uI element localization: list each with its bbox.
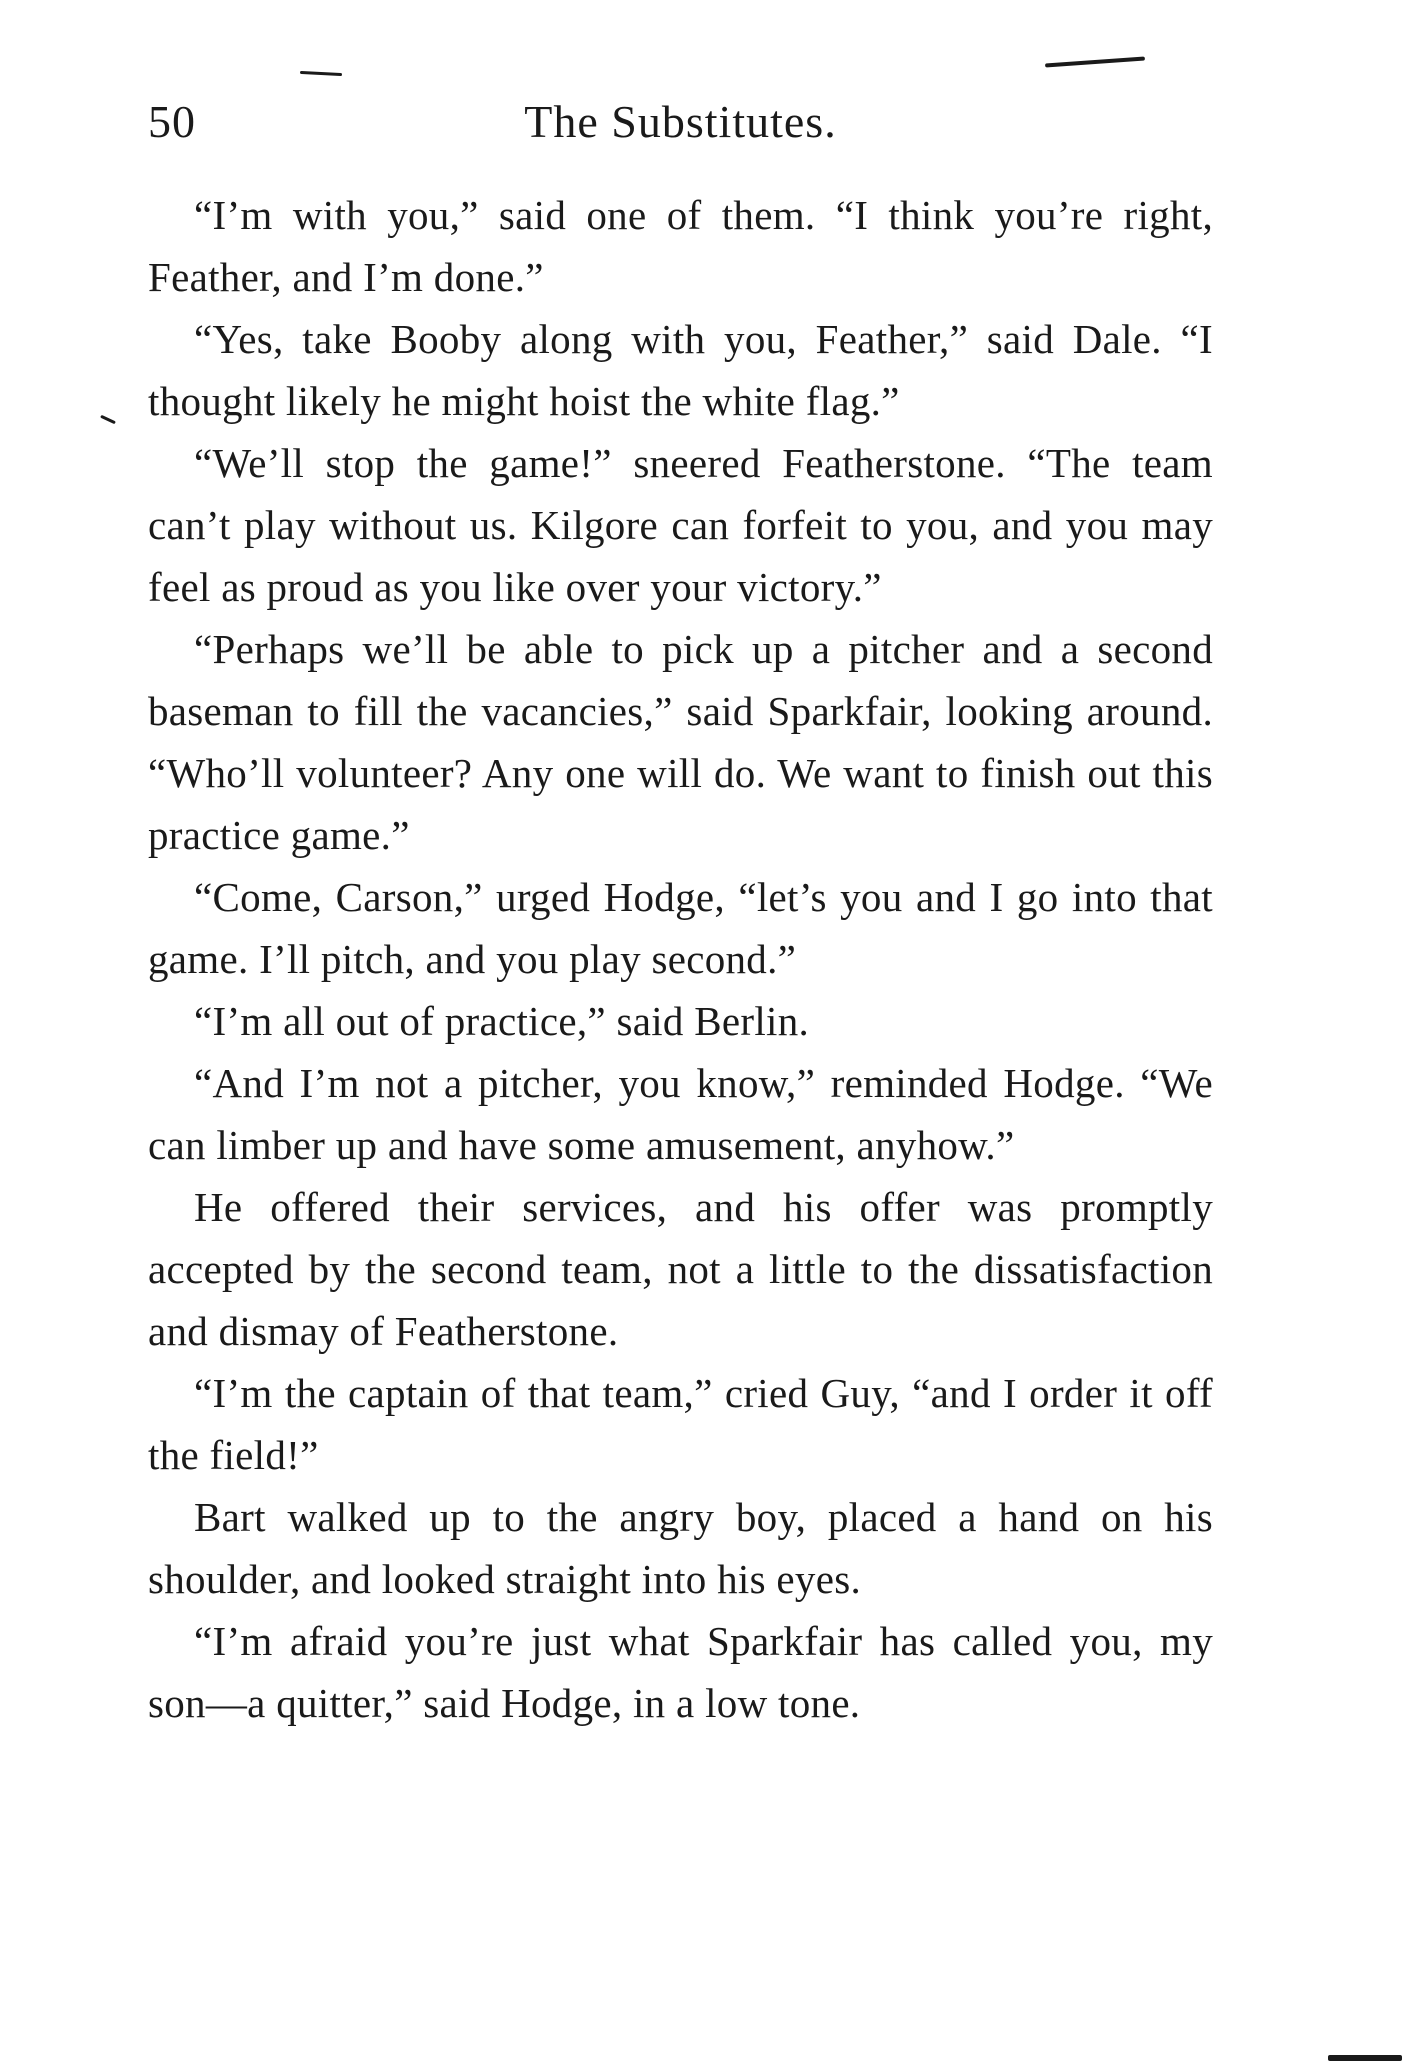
ink-mark [1045,57,1145,68]
ink-mark [1328,2055,1402,2061]
paragraph: He offered their services, and his offer was promptly accepted by the second team, not a little to the dissatisfaction and dismay of Featherstone. [148,1184,1213,1354]
running-title: The Substitutes. [524,96,837,147]
paragraph: “I’m all out of practice,” said Berlin. [194,998,810,1044]
ink-mark [100,415,116,424]
page-header [148,92,1213,152]
page-number: 50 [148,96,196,147]
paragraph: “We’ll stop the game!” sneered Featherstone. “The team can’t play without us. Kilgore can forfeit to you, and you may feel as proud as you like over your victory.” [148,440,1213,610]
paragraph: “I’m the captain of that team,” cried Guy, “and I order it off the field!” [148,1370,1213,1478]
ink-mark [300,71,342,76]
paragraph: “Come, Carson,” urged Hodge, “let’s you and I go into that game. I’ll pitch, and you play second.” [148,874,1213,982]
paragraph: “I’m afraid you’re just what Sparkfair has called you, my son—a quitter,” said Hodge, in a low tone. [148,1618,1213,1726]
paragraph: “Perhaps we’ll be able to pick up a pitcher and a second baseman to fill the vacancies,” said Sparkfair, looking around. “Who’ll volunteer? Any one will do. We want to finish out this practice game.” [148,626,1213,858]
paragraph: “Yes, take Booby along with you, Feather,” said Dale. “I thought likely he might hoist the white flag.” [148,316,1213,424]
paragraph: “I’m with you,” said one of them. “I think you’re right, Feather, and I’m done.” [148,192,1213,300]
body-text [148,184,1213,1734]
paragraph: Bart walked up to the angry boy, placed a hand on his shoulder, and looked straight into his eyes. [148,1494,1213,1602]
paragraph: “And I’m not a pitcher, you know,” reminded Hodge. “We can limber up and have some amusement, anyhow.” [148,1060,1213,1168]
